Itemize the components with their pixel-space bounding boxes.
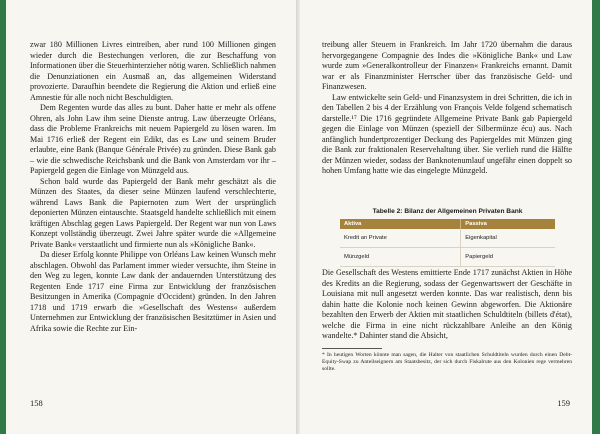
table-row bbox=[340, 229, 555, 248]
left-page-text bbox=[30, 40, 276, 334]
paragraph: Da dieser Erfolg konnte Philippe von Orléans Law keinen Wunsch mehr abschlagen. Obwohl das Parlament immer wieder versuchte, ihm Steine in den Weg zu legen, konnte Law dank der andauernden Unterstützung des Regenten Ende 1717 eine Firma zur Entwicklung der französischen Besitzungen in Amerika (Compagnie d'Occident) gründen. In den Jahren 1718 und 1719 erwarb die »Gesellschaft des Westens« außerdem Unternehmen zur Entwicklung der französischen Besitztümer in Asien und Afrika sowie die Rechte zur Ein- bbox=[30, 250, 276, 333]
balance-table bbox=[340, 219, 555, 267]
balance-table-block bbox=[340, 208, 555, 267]
table-header-aktiva: Aktiva bbox=[340, 219, 461, 229]
page-number: 159 bbox=[557, 398, 570, 408]
footnote: * In heutigen Worten könnte man sagen, die Halter von staatlichen Schuldtiteln wurden durch einen Debt-Equity-Swap zu Anteilseignern am Staatsbesitz, der sich durch Fiskalrute aus den Kolonien rege vermehren sollte. bbox=[322, 351, 572, 372]
table-cell: Kredit an Private bbox=[340, 229, 461, 248]
footnote-rule bbox=[322, 348, 382, 349]
paragraph: zwar 180 Millionen Livres eintreiben, aber rund 100 Millionen gingen wieder durch die Bestechungen verloren, die zur Beschaffung von Informationen über die Steuerhinterzieher nötig waren. Schließlich nahmen die Denunziationen ein Ausmaß an, das allgemeinen Widerstand provozierte. Daraufhin beendete die Regierung die Aktion und erließ eine Amnestie für alle noch nicht Beschuldigten. bbox=[30, 40, 276, 102]
paragraph: treibung aller Steuern in Frankreich. Im Jahr 1720 übernahm die daraus hervorgegangene Compagnie des Indes die »Königliche Bank« und Law wurde zum »Generalkontrolleur der Finanzen« Frankreichs ernannt. Damit war er als Finanzminister Herrscher über das französische Geld- und Finanzwesen. bbox=[322, 40, 572, 91]
table-cell: Papiergeld bbox=[461, 248, 555, 267]
table-cell: Münzgeld bbox=[340, 248, 461, 267]
lower-text bbox=[322, 268, 572, 373]
table-title: Tabelle 2: Bilanz der Allgemeinen Privaten Bank bbox=[372, 208, 523, 215]
table-row bbox=[340, 248, 555, 267]
paragraph: Die Gesellschaft des Westens emittierte Ende 1717 zunächst Aktien in Höhe des Kredits an die Regierung, sodass der Gegenwartswert der Geschäfte in Louisiana mit null angesetzt werden konnte. Das war realistisch, denn bis dahin hatte die Kolonie noch keinen Gewinn abgeworfen. Die Aktionäre bezahlten den Erwerb der Aktien mit staatlichen Schuldtiteln (billets d'état), welche die Firma in eine nicht rückzahlbare Anleihe an den König wandelte.* Dahinter stand die Absicht, bbox=[322, 268, 572, 340]
paragraph: Schon bald wurde das Papiergeld der Bank mehr geschätzt als die Münzen des Staates, da dieser seine Münzen laufend verschlechterte, während Laws Bank die Papiernoten zum Wert der ursprünglich deponierten Münzen eintauschte. Staatsgeld handelte schließlich mit einem kräftigen Abschlag gegen Laws Papiergeld. Der Regent war nun von Laws Konzept vollständig überzeugt. Zwei Jahre später wurde die »Allgemeine Private Bank« verstaatlicht und firmierte nun als »Königliche Bank«. bbox=[30, 176, 276, 249]
paragraph: Law entwickelte sein Geld- und Finanzsystem in drei Schritten, die ich in den Tabellen 2 bis 4 der Erzählung von François Velde folgend schematisch darstelle.¹⁷ Die 1716 gegründete Allgemeine Private Bank gab Papiergeld gegen die Einlage von Münzen (speziell der Silbermünze écu) aus. Nach anfänglich hundertprozentiger Deckung des Papiergeldes mit Münzen ging die Bank zur fraktionalen Reservehaltung über. Sie verlieh rund die Hälfte der Münzen wieder, sodass der Banknotenumlauf ungefähr einen doppelt so hohen Umfang hatte wie das eingelegte Münzgeld. bbox=[322, 92, 572, 175]
paragraph: Dem Regenten wurde das alles zu bunt. Daher hatte er mehr als offene Ohren, als John Law ihm seine Dienste antrug. Law überzeugte Orléans, dass die Probleme Frankreichs mit neuem Papiergeld zu lösen waren. Im Mai 1716 erließ der Regent ein Edikt, das es Law und seinem Bruder erlaubte, eine Bank (Banque Générale Privée) zu gründen. Diese Bank gab – wie die schwedische Reichsbank und die Bank von Amsterdam vor ihr – Papiergeld gegen die Einlage von Münzgeld aus. bbox=[30, 103, 276, 175]
left-page bbox=[6, 0, 296, 434]
right-page bbox=[300, 0, 592, 434]
table-header-passiva: Passiva bbox=[461, 219, 555, 229]
table-cell: Eigenkapital bbox=[461, 229, 555, 248]
right-page-text bbox=[322, 40, 572, 177]
page-number: 158 bbox=[30, 398, 43, 408]
